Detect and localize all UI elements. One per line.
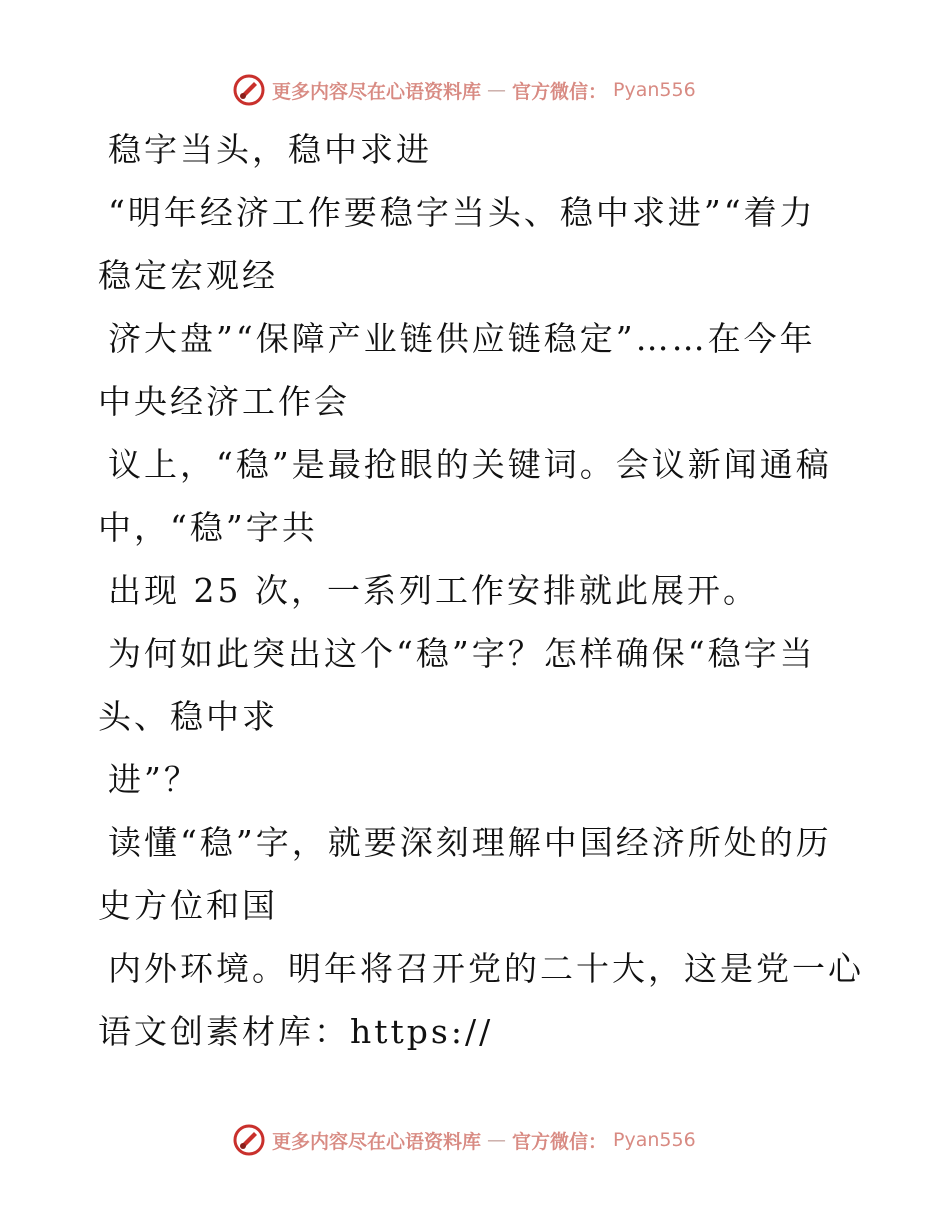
banner-wechat-label: 官方微信： xyxy=(512,80,608,103)
banner-separator: — xyxy=(487,79,507,101)
text-line: 语文创素材库：https:// xyxy=(98,1012,494,1051)
text-line: “明年经济工作要稳字当头、稳中求进”“着力 xyxy=(108,193,816,232)
text-line: 稳字当头，稳中求进 xyxy=(108,130,432,169)
body-text xyxy=(98,118,864,1063)
text-line: 济大盘”“保障产业链供应链稳定”……在今年 xyxy=(108,319,816,358)
text-line: 内外环境。明年将召开党的二十大，这是党一心 xyxy=(108,949,864,988)
text-line: 中央经济工作会 xyxy=(98,382,350,421)
text-line: 为何如此突出这个“稳”字？怎样确保“稳字当 xyxy=(108,634,816,673)
text-line: 头、稳中求 xyxy=(98,697,278,736)
banner-main-text: 更多内容尽在心语资料库 xyxy=(272,1130,482,1153)
logo-icon xyxy=(232,1123,266,1157)
banner-wechat-label: 官方微信： xyxy=(512,1130,608,1153)
text-line: 中，“稳”字共 xyxy=(98,508,318,547)
text-line: 稳定宏观经 xyxy=(98,256,278,295)
footer-banner xyxy=(232,1120,696,1160)
banner-main-text: 更多内容尽在心语资料库 xyxy=(272,80,482,103)
banner-separator: — xyxy=(487,1129,507,1151)
text-line: 读懂“稳”字，就要深刻理解中国经济所处的历 xyxy=(108,823,832,862)
banner-wechat-id: Pyan556 xyxy=(613,79,696,101)
text-line: 进”？ xyxy=(108,760,200,799)
text-line: 议上，“稳”是最抢眼的关键词。会议新闻通稿 xyxy=(108,445,832,484)
text-line: 出现 25 次，一系列工作安排就此展开。 xyxy=(108,571,759,610)
header-banner xyxy=(232,70,696,110)
banner-wechat-id: Pyan556 xyxy=(613,1129,696,1151)
logo-icon xyxy=(232,73,266,107)
text-line: 史方位和国 xyxy=(98,886,278,925)
